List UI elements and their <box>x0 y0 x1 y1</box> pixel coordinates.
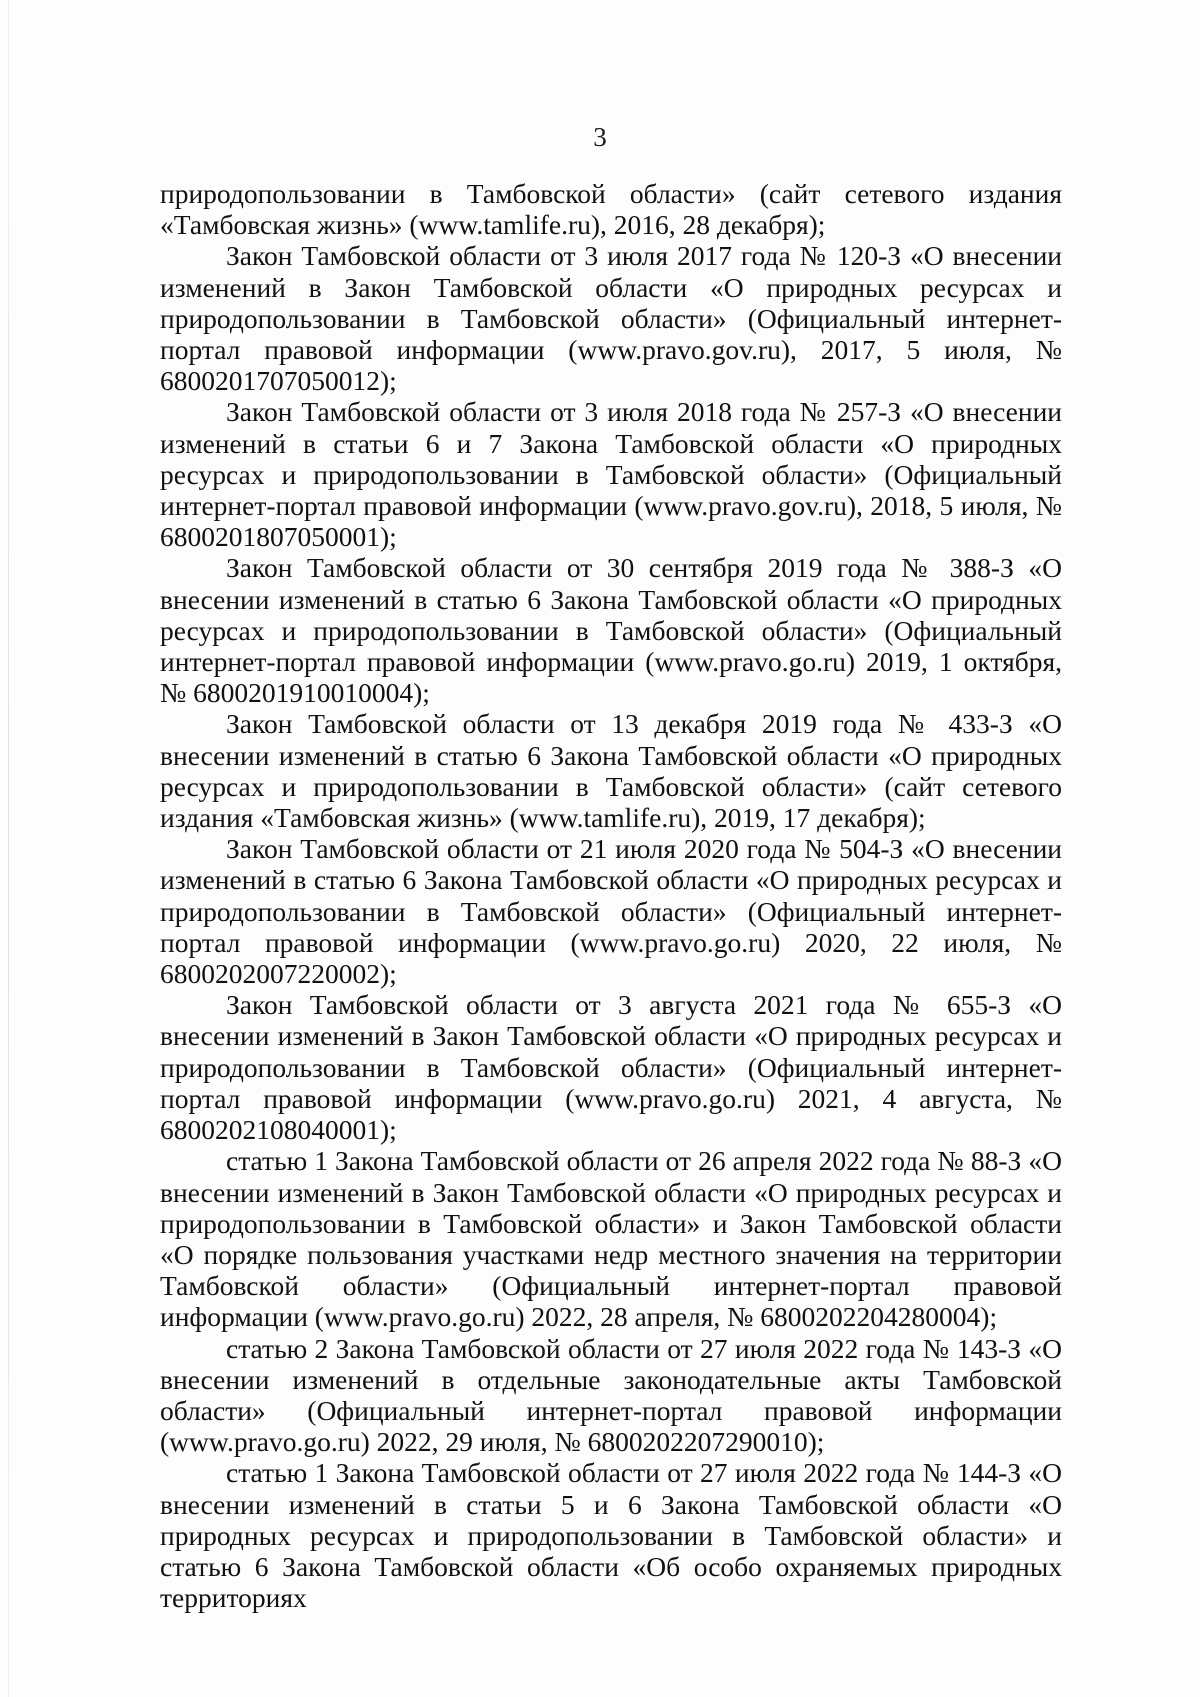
paragraph-law-2022-july-143: статью 2 Закона Тамбовской области от 27 июля 2022 года № 143-З «О внесении изменений в отдельные законодательные акты Тамбовской области» (Официальный интернет-портал правовой информации (www.pravo.go.ru) 2022, 29 июля, № 6800202207290010); <box>160 1332 1062 1458</box>
paragraph-law-2022-april: статью 1 Закона Тамбовской области от 26 апреля 2022 года № 88-З «О внесении изменений в Закон Тамбовской области «О природных ресурсах и природопользовании в Тамбовской области» и Закон Тамбовской области «О порядке пользования участками недр местного значения на территории Тамбовской области» (Официальный интернет-портал правовой информации (www.pravo.go.ru) 2022, 28 апреля, № 6800202204280004); <box>160 1145 1062 1333</box>
paragraph-law-2019-dec: Закон Тамбовской области от 13 декабря 2019 года № 433-З «О внесении изменений в статью 6 Закона Тамбовской области «О природных ресурсах и природопользовании в Тамбовской области» (сайт сетевого издания «Тамбовская жизнь» (www.tamlife.ru), 2019, 17 декабря); <box>160 708 1062 834</box>
paragraph-law-2020: Закон Тамбовской области от 21 июля 2020 года № 504-З «О внесении изменений в статью 6 Закона Тамбовской области «О природных ресурсах и природопользовании в Тамбовской области» (Официальный интернет-портал правовой информации (www.pravo.go.ru) 2020, 22 июля, № 6800202007220002); <box>160 833 1062 990</box>
paragraph-law-2018: Закон Тамбовской области от 3 июля 2018 года № 257-З «О внесении изменений в статьи 6 и 7 Закона Тамбовской области «О природных ресурсах и природопользовании в Тамбовской области» (Официальный интернет-портал правовой информации (www.pravo.gov.ru), 2018, 5 июля, № 6800201807050001); <box>160 396 1062 553</box>
paragraph-law-2017: Закон Тамбовской области от 3 июля 2017 года № 120-З «О внесении изменений в Закон Тамбовской области «О природных ресурсах и природопользовании в Тамбовской области» (Официальный интернет-портал правовой информации (www.pravo.gov.ru), 2017, 5 июля, № 6800201707050012); <box>160 240 1062 397</box>
page-number: 3 <box>593 122 607 152</box>
paragraph-law-2019-sept: Закон Тамбовской области от 30 сентября 2019 года № 388-З «О внесении изменений в статью 6 Закона Тамбовской области «О природных ресурсах и природопользовании в Тамбовской области» (Официальный интернет-портал правовой информации (www.pravo.go.ru) 2019, 1 октября, № 6800201910010004); <box>160 552 1062 709</box>
paragraph-law-2021: Закон Тамбовской области от 3 августа 2021 года № 655-З «О внесении изменений в Закон Тамбовской области «О природных ресурсах и природопользовании в Тамбовской области» (Официальный интернет-портал правовой информации (www.pravo.go.ru) 2021, 4 августа, № 6800202108040001); <box>160 989 1062 1146</box>
paragraph-law-2022-july-144: статью 1 Закона Тамбовской области от 27 июля 2022 года № 144-З «О внесении изменений в статьи 5 и 6 Закона Тамбовской области «О природных ресурсах и природопользовании в Тамбовской области» и статью 6 Закона Тамбовской области «Об особо охраняемых природных территориях <box>160 1457 1062 1614</box>
scan-edge-line <box>8 0 9 1697</box>
document-body <box>160 178 1062 1613</box>
paragraph-continuation: природопользовании в Тамбовской области» (сайт сетевого издания «Тамбовская жизнь» (www.tamlife.ru), 2016, 28 декабря); <box>160 178 1062 241</box>
